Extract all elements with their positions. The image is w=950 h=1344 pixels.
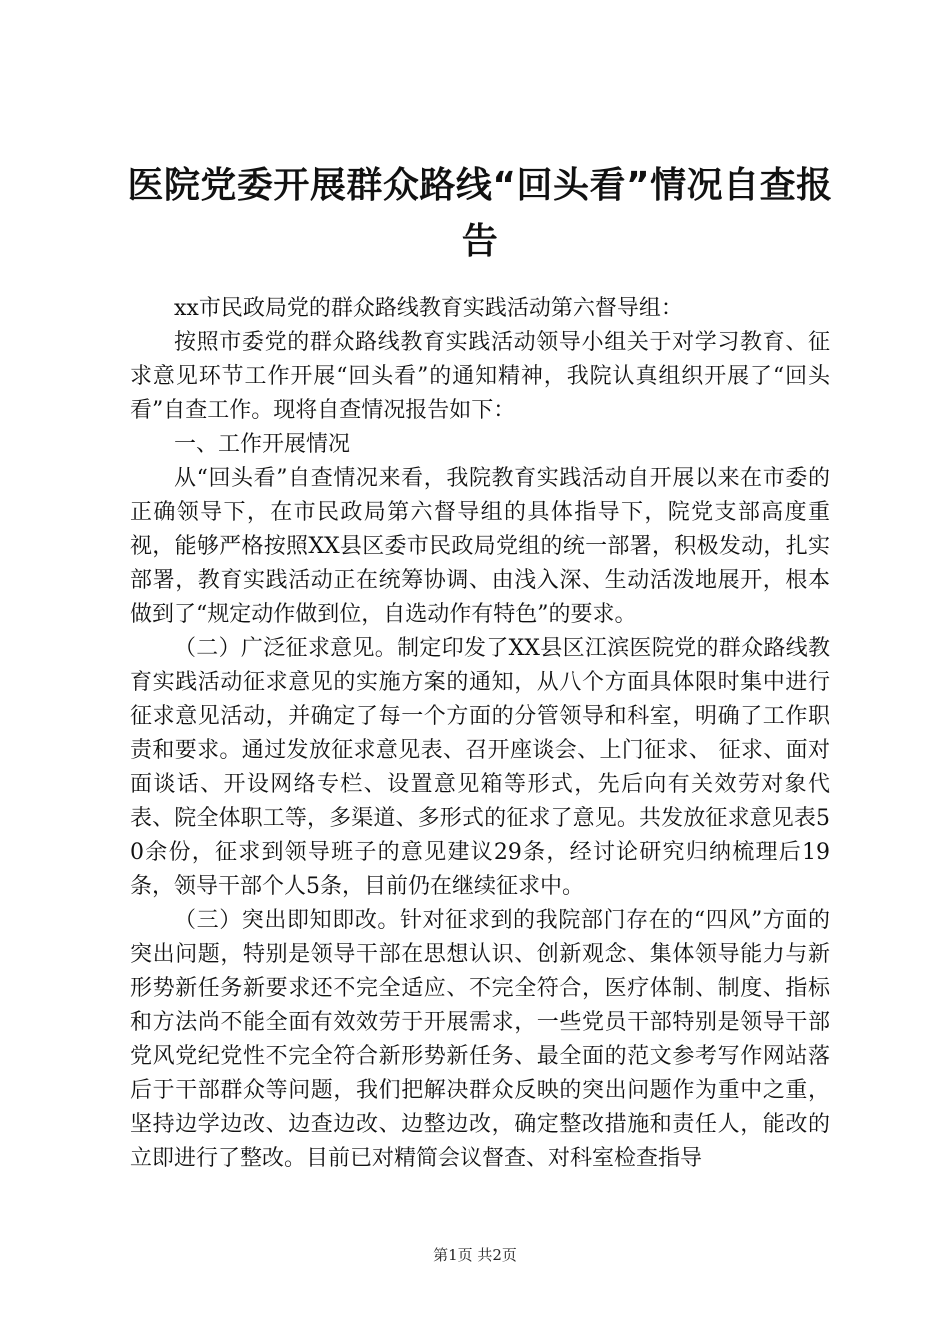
body-paragraph: （三）突出即知即改。针对征求到的我院部门存在的“四风”方面的突出问题，特别是领导干部在思想认识、创新观念、集体领导能力与新形势新任务新要求还不完全适应、不完全符合，医疗体制、制度、指标和方法尚不能全面有效效劳于开展需求，一些党员干部特别是领导干部党风党纪党性不完全符合新形势新任务、最全面的范文参考写作网站落后于干部群众等问题，我们把解决群众反映的突出问题作为重中之重，坚持边学边改、边查边改、边整边改，确定整改措施和责任人，能改的立即进行了整改。目前已对精简会议督查、对科室检查指导 <box>130 908 830 1171</box>
body-paragraph: 从“回头看”自查情况来看，我院教育实践活动自开展以来在市委的正确领导下，在市民政局第六督导组的具体指导下，院党支部高度重视，能够严格按照XX县区委市民政局党组的统一部署，积极发动，扎实部署，教育实践活动正在统筹协调、由浅入深、生动活泼地展开，根本做到了“规定动作做到位，自选动作有特色”的要求。 <box>130 466 830 627</box>
intro-paragraph: 按照市委党的群众路线教育实践活动领导小组关于对学习教育、征求意见环节工作开展“回头看”的通知精神，我院认真组织开展了“回头看”自查工作。现将自查情况报告如下： <box>130 330 830 423</box>
page-number-footer: 第1页 共2页 <box>433 1246 517 1264</box>
document-title: 医院党委开展群众路线“回头看”情况自查报告 <box>127 165 833 262</box>
salutation-paragraph: xx市民政局党的群众路线教育实践活动第六督导组： <box>174 296 683 321</box>
document-body <box>130 292 830 1176</box>
section-heading: 一、工作开展情况 <box>174 432 351 457</box>
body-paragraph: （二）广泛征求意见。制定印发了XX县区江滨医院党的群众路线教育实践活动征求意见的实施方案的通知，从八个方面具体限时集中进行征求意见活动，并确定了每一个方面的分管领导和科室，明确了工作职责和要求。通过发放征求意见表、召开座谈会、上门征求、 征求、面对面谈话、开设网络专栏、设置意见箱等形式，先后向有关效劳对象代表、院全体职工等，多渠道、多形式的征求了意见。共发放征求意见表50余份，征求到领导班子的意见建议29条，经讨论研究归纳梳理后19条，领导干部个人5条，目前仍在继续征求中。 <box>130 636 830 899</box>
